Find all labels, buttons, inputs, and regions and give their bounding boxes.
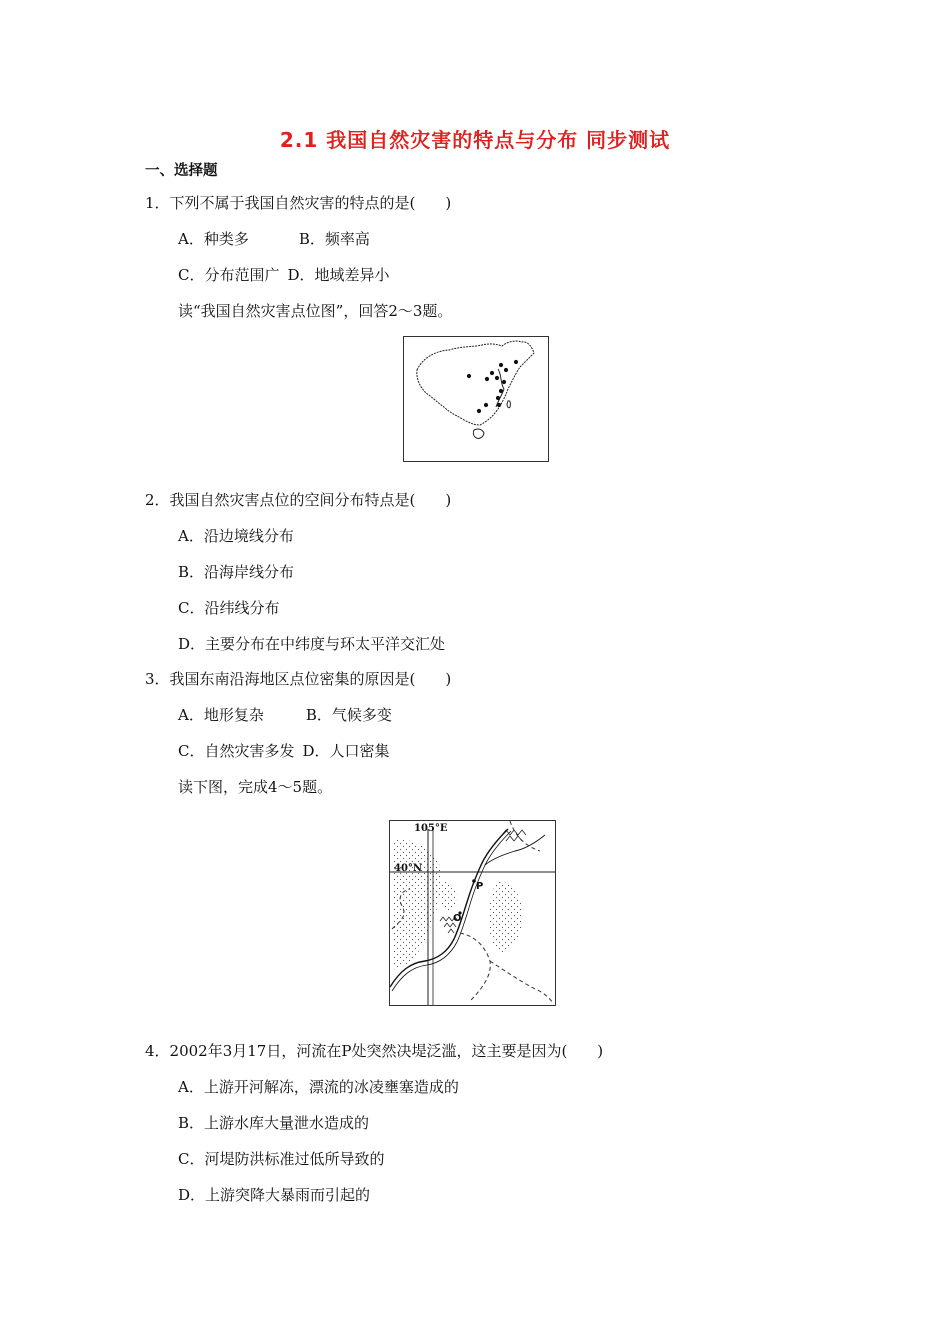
q3-option-a: A．地形复杂 (178, 706, 264, 724)
intro-4-5: 读下图，完成4～5题。 (178, 778, 333, 796)
boundary-dashed-2 (460, 933, 490, 1001)
intro-2-3: 读“我国自然灾害点位图”，回答2～3题。 (178, 302, 453, 320)
q4-option-b: B．上游水库大量泄水造成的 (178, 1114, 370, 1132)
desert-area-west (392, 840, 441, 970)
q3-options-row2 (178, 741, 390, 761)
q1-option-b: B．频率高 (298, 230, 370, 248)
label-point-o: O (453, 913, 462, 924)
china-outline (417, 341, 534, 425)
q3-option-c: C．自然灾害多发 (178, 742, 295, 760)
q1-option-c: C．分布范围广 (178, 266, 280, 284)
taiwan-island (507, 401, 510, 408)
q4-option-c: C．河堤防洪标准过低所导致的 (178, 1150, 385, 1168)
q4-option-d: D．上游突降大暴雨而引起的 (178, 1186, 371, 1204)
q1-option-a: A．种类多 (178, 230, 249, 248)
section-heading: 一、选择题 (145, 163, 218, 179)
q3-options-row1 (178, 705, 392, 725)
desert-area-center (439, 881, 457, 912)
q3-option-d: D．人口密集 (302, 742, 390, 760)
label-40n: 40°N (394, 863, 423, 874)
q1-option-d: D．地域差异小 (287, 266, 390, 284)
q4-stem: 4．2002年3月17日，河流在P处突然决堤泛滥，这主要是因为( ) (145, 1042, 604, 1060)
q2-stem: 2．我国自然灾害点位的空间分布特点是( ) (145, 491, 452, 509)
q2-option-c: C．沿纬线分布 (178, 599, 280, 617)
q2-option-d: D．主要分布在中纬度与环太平洋交汇处 (178, 635, 446, 653)
boundary-dashed-3 (490, 961, 553, 1003)
china-outline-map (404, 337, 548, 461)
river-map (389, 820, 556, 1006)
desert-area-east (488, 881, 522, 952)
disaster-point-map (403, 336, 549, 462)
river-map-drawing (390, 821, 555, 1005)
page-title: 2.1 我国自然灾害的特点与分布 同步测试 (279, 128, 671, 152)
label-point-p: P (476, 881, 484, 892)
q3-stem: 3．我国东南沿海地区点位密集的原因是( ) (145, 670, 452, 688)
q1-options-row2 (178, 265, 390, 285)
q4-option-a: A．上游开河解冻，漂流的冰凌壅塞造成的 (178, 1078, 459, 1096)
q3-option-b: B．气候多变 (305, 706, 392, 724)
boundary-dashed-4 (510, 821, 540, 851)
hainan-island (473, 429, 484, 438)
q1-stem: 1．下列不属于我国自然灾害的特点的是( ) (145, 194, 452, 212)
q1-options-row1 (178, 229, 370, 249)
q2-option-b: B．沿海岸线分布 (178, 563, 295, 581)
q2-option-a: A．沿边境线分布 (178, 527, 294, 545)
label-105e: 105°E (414, 823, 448, 834)
